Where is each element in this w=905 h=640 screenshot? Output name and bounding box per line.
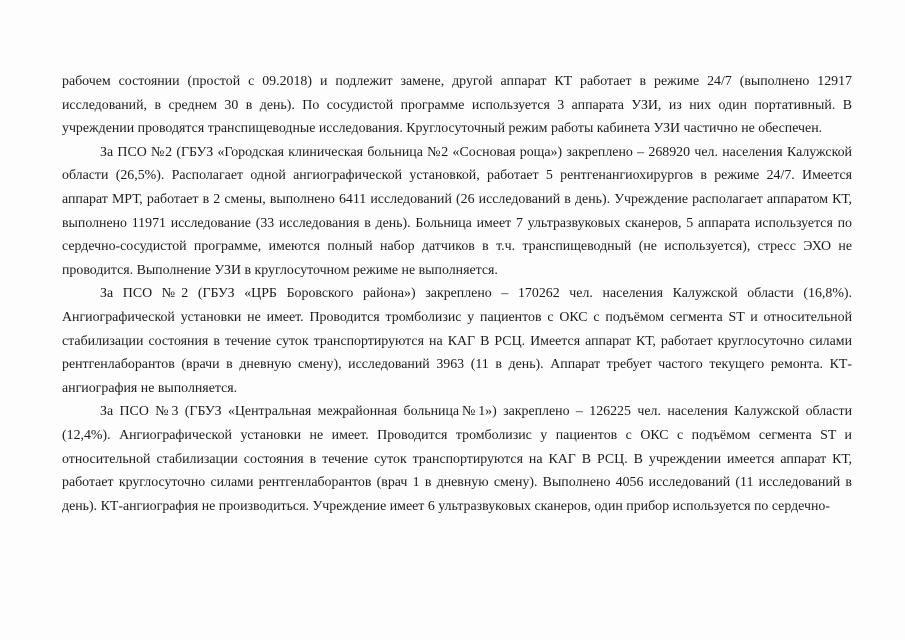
paragraph-pso3-interdistrict: За ПСО №3 (ГБУЗ «Центральная межрайонная больница№1») закреплено – 126225 чел. населения Калужской области (12,4%). Ангиографической установки не имеет. Проводится тромболизис у пациентов с ОКС с подъёмом сегмента ST и относительной стабилизации состояния в течение суток транспортируются на КАГ В РСЦ. В учреждении имеется аппарат КТ, работает круглосуточно силами рентгенлаборантов (врач 1 в дневную смену). Выполнено 4056 исследований (11 исследований в день). КТ-ангиография не производиться. Учреждение имеет 6 ультразвуковых сканеров, один прибор используется по сердечно- bbox=[62, 404, 852, 514]
paragraph-pso2-city-hospital: За ПСО №2 (ГБУЗ «Городская клиническая больница №2 «Сосновая роща») закреплено – 268920 чел. населения Калужской области (26,5%). Располагает одной ангиографической установкой, работает 5 рентгенангиохирургов в режиме 24/7. Имеется аппарат МРТ, работает в 2 смены, выполнено 6411 исследований (26 исследований в день). Учреждение располагает аппаратом КТ, выполнено 11971 исследование (33 исследования в день). Больница имеет 7 ультразвуковых сканеров, 5 аппарата используется по сердечно-сосудистой программе, имеются полный набор датчиков в т.ч. транспищеводный (не используется), стресс ЭХО не проводится. Выполнение УЗИ в круглосуточном режиме не выполняется. bbox=[62, 144, 852, 278]
document-body bbox=[62, 70, 852, 518]
paragraph-continuation: рабочем состоянии (простой с 09.2018) и подлежит замене, другой аппарат КТ работает в режиме 24/7 (выполнено 12917 исследований, в среднем 30 в день). По сосудистой программе используется 3 аппарата УЗИ, из них один портативный. В учреждении проводятся транспищеводные исследования. Круглосуточный режим работы кабинета УЗИ частично не обеспечен. bbox=[62, 74, 852, 137]
paragraph-pso2-borovsk: За ПСО №2 (ГБУЗ «ЦРБ Боровского района») закреплено – 170262 чел. населения Калужской области (16,8%). Ангиографической установки не имеет. Проводится тромболизис у пациентов с ОКС с подъёмом сегмента ST и относительной стабилизации состояния в течение суток транспортируются на КАГ В РСЦ. Имеется аппарат КТ, работает круглосуточно силами рентгенлаборантов (врачи в дневную смену), исследований 3963 (11 в день). Аппарат требует частого текущего ремонта. КТ-ангиография не выполняется. bbox=[62, 286, 852, 396]
